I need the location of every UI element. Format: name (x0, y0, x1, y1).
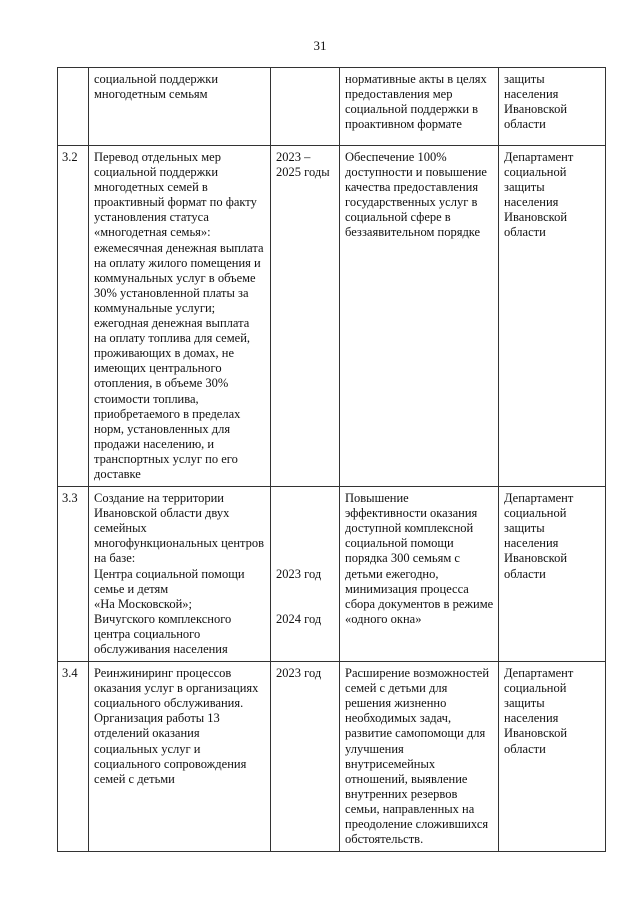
expected-result-line: внутрисемейных (345, 756, 436, 771)
responsible-line: области (504, 741, 546, 756)
measure-title-line: продажи населению, и (94, 436, 215, 451)
measure-title-line: социальной поддержки (94, 72, 219, 86)
expected-result-line: детьми ежегодно, (345, 566, 439, 581)
expected-result-line: социальной поддержки в (345, 102, 479, 117)
expected-result-line: обстоятельств. (345, 832, 424, 847)
expected-result-cell (340, 146, 499, 487)
expected-result-line: проактивном формате (345, 117, 462, 132)
responsible-line: области (504, 117, 546, 132)
measures-table (57, 67, 606, 852)
date-line: 2023 – (276, 150, 311, 164)
measure-title-cell (89, 68, 271, 146)
expected-result-line: социальной сфере в (345, 210, 451, 225)
responsible-line: Ивановской (504, 726, 568, 741)
measure-title-line: «На Московской»; (94, 596, 193, 611)
expected-result-line: порядка 300 семьям с (345, 551, 460, 566)
dates-cell (271, 662, 340, 852)
measure-title-line: Реинжиниринг процессов (94, 666, 232, 681)
expected-result-line: социальной помощи (345, 536, 454, 551)
expected-result-line: государственных услуг в (345, 195, 478, 210)
dates-cell (271, 68, 340, 146)
date-line: 2025 годы (276, 165, 330, 180)
measure-title-line: многофункциональных центров (94, 536, 265, 551)
responsible-line: социальной (504, 681, 567, 696)
measure-title-line: на оплату топлива для семей, (94, 331, 251, 346)
expected-result-line: «одного окна» (345, 611, 422, 626)
item-number: 3.3 (62, 491, 78, 506)
measure-title-line: коммунальные услуги; (94, 300, 216, 315)
table-row (58, 487, 606, 662)
measure-title-line: ежегодная денежная выплата (94, 316, 250, 331)
expected-result-line: внутренних резервов (345, 786, 458, 801)
date-line: 2023 год (276, 566, 322, 581)
item-number-cell (58, 662, 89, 852)
measure-title-line: Вичугского комплексного (94, 611, 232, 626)
dates-cell (271, 146, 340, 487)
page-number: 31 (313, 38, 327, 53)
measure-title-line: социального обслуживания. (94, 696, 244, 711)
measure-title-line: социальных услуг и (94, 741, 201, 756)
item-number-cell (58, 68, 89, 146)
expected-result-line: Расширение возможностей (345, 666, 490, 681)
expected-result-line: предоставления мер (345, 87, 453, 102)
expected-result-line: развитие самопомощи для (345, 726, 486, 741)
measure-title-line: социального сопровождения (94, 756, 247, 771)
measure-title-line: стоимости топлива, (94, 391, 199, 406)
responsible-line: защиты (504, 180, 545, 195)
item-number: 3.2 (62, 150, 78, 164)
expected-result-line: семьи, направленных на (345, 801, 475, 816)
responsible-line: защиты (504, 521, 545, 536)
expected-result-line: Повышение (345, 491, 409, 506)
measure-title-line: Ивановской области двух (94, 506, 230, 521)
measure-title-line: норм, установленных для (94, 421, 231, 436)
measure-title-line: социальной поддержки (94, 165, 219, 180)
measure-title-cell (89, 487, 271, 662)
expected-result-line: эффективности оказания (345, 506, 478, 521)
responsible-line: Ивановской (504, 102, 568, 117)
expected-result-cell (340, 487, 499, 662)
measure-title-line: на оплату жилого помещения и (94, 255, 261, 270)
expected-result-line: минимизация процесса (345, 581, 469, 596)
responsible-line: Департамент (504, 150, 574, 164)
responsible-line: социальной (504, 165, 567, 180)
expected-result-cell (340, 662, 499, 852)
date-line: 2024 год (276, 611, 322, 626)
expected-result-line: семей с детьми для (345, 681, 448, 696)
measure-title-line: многодетным семьям (94, 87, 208, 102)
responsible-line: населения (504, 87, 559, 102)
expected-result-line: преодоление сложившихся (345, 817, 489, 832)
expected-result-line: необходимых задач, (345, 711, 452, 726)
expected-result-line: отношений, выявление (345, 771, 468, 786)
measure-title-line: «многодетная семья»: (94, 225, 211, 240)
expected-result-line: сбора документов в режиме (345, 596, 494, 611)
measures-table-body (58, 68, 606, 852)
measure-title-line: отопления, в объеме 30% (94, 376, 229, 391)
responsible-line: области (504, 566, 546, 581)
measure-title-line: Центра социальной помощи (94, 566, 245, 581)
item-number: 3.4 (62, 666, 78, 681)
expected-result-line: доступной комплексной (345, 521, 474, 536)
measure-title-line: Перевод отдельных мер (94, 150, 221, 164)
item-number-cell (58, 487, 89, 662)
responsible-line: Департамент (504, 491, 574, 506)
table-row (58, 68, 606, 146)
responsible-line: населения (504, 711, 559, 726)
measure-title-line: обслуживания населения (94, 642, 228, 656)
responsible-line: Ивановской (504, 210, 568, 225)
table-row (58, 662, 606, 852)
measure-title-line: ежемесячная денежная выплата (94, 240, 264, 255)
measure-title-line: коммунальных услуг в объеме (94, 270, 256, 285)
measure-title-line: центра социального (94, 626, 201, 641)
date-line: 2023 год (276, 666, 322, 681)
expected-result-line: Обеспечение 100% (345, 150, 447, 164)
expected-result-line: решения жизненно (345, 696, 447, 711)
responsible-line: защиты (504, 72, 545, 86)
responsible-cell (499, 146, 606, 487)
responsible-cell (499, 68, 606, 146)
measure-title-line: транспортных услуг по его (94, 451, 238, 466)
measure-title-line: имеющих центрального (94, 361, 222, 376)
measure-title-line: 30% установленной платы за (94, 285, 249, 300)
expected-result-line: нормативные акты в целях (345, 72, 487, 86)
measure-title-line: семей с детьми (94, 771, 175, 786)
expected-result-line: беззаявительном порядке (345, 225, 481, 240)
responsible-line: населения (504, 536, 559, 551)
measure-title-line: Создание на территории (94, 491, 224, 506)
responsible-line: защиты (504, 696, 545, 711)
expected-result-line: качества предоставления (345, 180, 479, 195)
expected-result-line: улучшения (345, 741, 404, 756)
responsible-line: Ивановской (504, 551, 568, 566)
expected-result-line: доступности и повышение (345, 165, 487, 180)
responsible-line: социальной (504, 506, 567, 521)
measure-title-line: многодетных семей в (94, 180, 208, 195)
responsible-cell (499, 662, 606, 852)
item-number-cell (58, 146, 89, 487)
measure-title-line: семье и детям (94, 581, 169, 596)
measure-title-line: проактивный формат по факту (94, 195, 257, 210)
responsible-cell (499, 487, 606, 662)
measure-title-line: приобретаемого в пределах (94, 406, 241, 421)
dates-cell (271, 487, 340, 662)
measure-title-cell (89, 146, 271, 487)
measure-title-line: на базе: (94, 551, 136, 566)
measure-title-line: отделений оказания (94, 726, 200, 741)
expected-result-cell (340, 68, 499, 146)
responsible-line: населения (504, 195, 559, 210)
measure-title-line: оказания услуг в организациях (94, 681, 259, 696)
measure-title-line: Организация работы 13 (94, 711, 220, 726)
measure-title-line: проживающих в домах, не (94, 346, 235, 361)
measure-title-line: семейных (94, 521, 147, 536)
measure-title-cell (89, 662, 271, 852)
responsible-line: Департамент (504, 666, 574, 681)
measure-title-line: установления статуса (94, 210, 209, 225)
table-row (58, 146, 606, 487)
responsible-line: области (504, 225, 546, 240)
measure-title-line: доставке (94, 466, 141, 481)
